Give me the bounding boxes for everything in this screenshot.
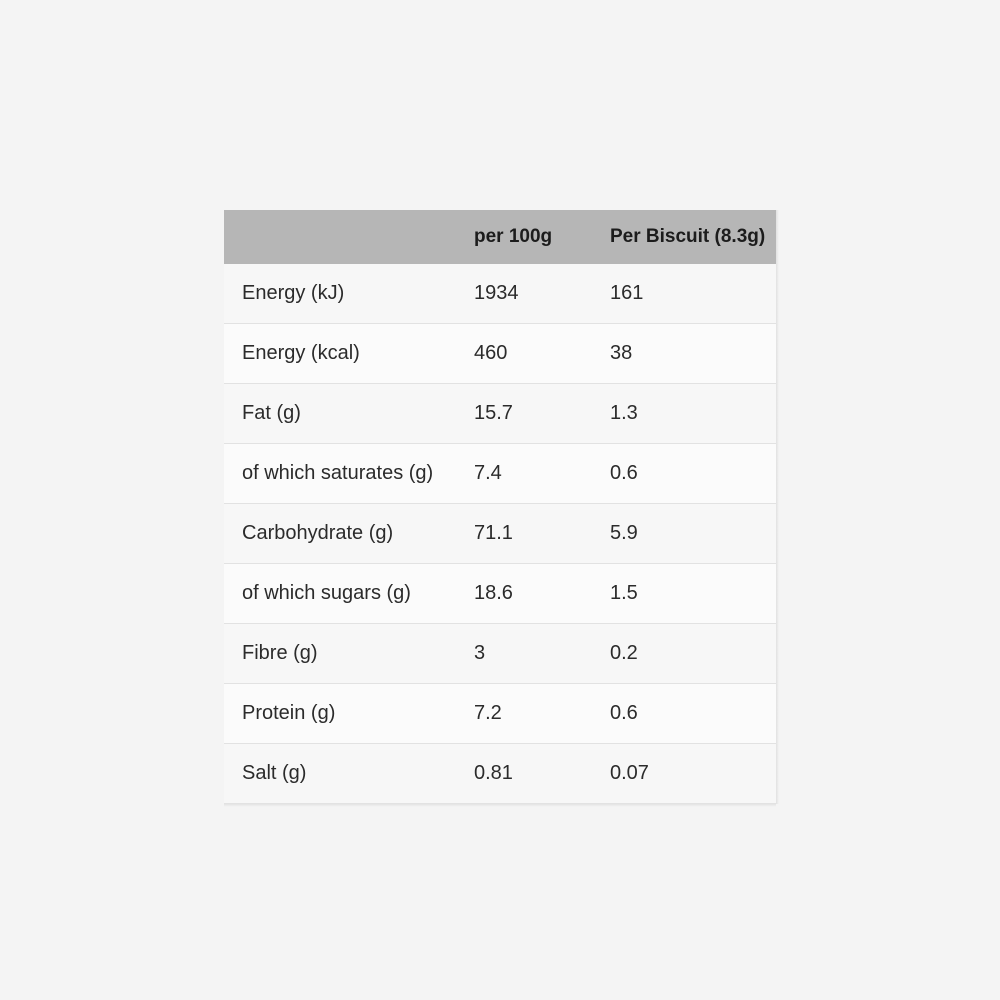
nutrition-table <box>224 210 776 804</box>
value-per-100g: 18.6 <box>472 564 608 624</box>
nutrient-label: Energy (kJ) <box>224 264 472 324</box>
table-header-row <box>224 210 776 264</box>
table-row <box>224 744 776 804</box>
value-per-biscuit: 38 <box>608 324 776 384</box>
value-per-biscuit: 1.3 <box>608 384 776 444</box>
table-row <box>224 384 776 444</box>
table-body <box>224 264 776 804</box>
column-header-nutrient <box>224 210 472 264</box>
value-per-100g: 71.1 <box>472 504 608 564</box>
nutrient-label: Carbohydrate (g) <box>224 504 472 564</box>
column-header-per-biscuit: Per Biscuit (8.3g) <box>608 210 776 264</box>
value-per-100g: 15.7 <box>472 384 608 444</box>
value-per-100g: 7.2 <box>472 684 608 744</box>
value-per-biscuit: 5.9 <box>608 504 776 564</box>
nutrition-table-container <box>224 210 776 804</box>
nutrient-label: Energy (kcal) <box>224 324 472 384</box>
table-row <box>224 504 776 564</box>
nutrient-label: of which saturates (g) <box>224 444 472 504</box>
value-per-biscuit: 161 <box>608 264 776 324</box>
table-row <box>224 324 776 384</box>
value-per-100g: 0.81 <box>472 744 608 804</box>
value-per-biscuit: 0.07 <box>608 744 776 804</box>
value-per-100g: 7.4 <box>472 444 608 504</box>
table-row <box>224 264 776 324</box>
table-row <box>224 444 776 504</box>
value-per-100g: 3 <box>472 624 608 684</box>
column-header-per-100g: per 100g <box>472 210 608 264</box>
nutrient-label: Fat (g) <box>224 384 472 444</box>
value-per-biscuit: 1.5 <box>608 564 776 624</box>
value-per-biscuit: 0.6 <box>608 684 776 744</box>
table-row <box>224 624 776 684</box>
nutrient-label: Protein (g) <box>224 684 472 744</box>
value-per-100g: 1934 <box>472 264 608 324</box>
table-header <box>224 210 776 264</box>
table-row <box>224 564 776 624</box>
value-per-biscuit: 0.2 <box>608 624 776 684</box>
nutrient-label: Fibre (g) <box>224 624 472 684</box>
nutrient-label: of which sugars (g) <box>224 564 472 624</box>
value-per-biscuit: 0.6 <box>608 444 776 504</box>
table-row <box>224 684 776 744</box>
value-per-100g: 460 <box>472 324 608 384</box>
nutrient-label: Salt (g) <box>224 744 472 804</box>
